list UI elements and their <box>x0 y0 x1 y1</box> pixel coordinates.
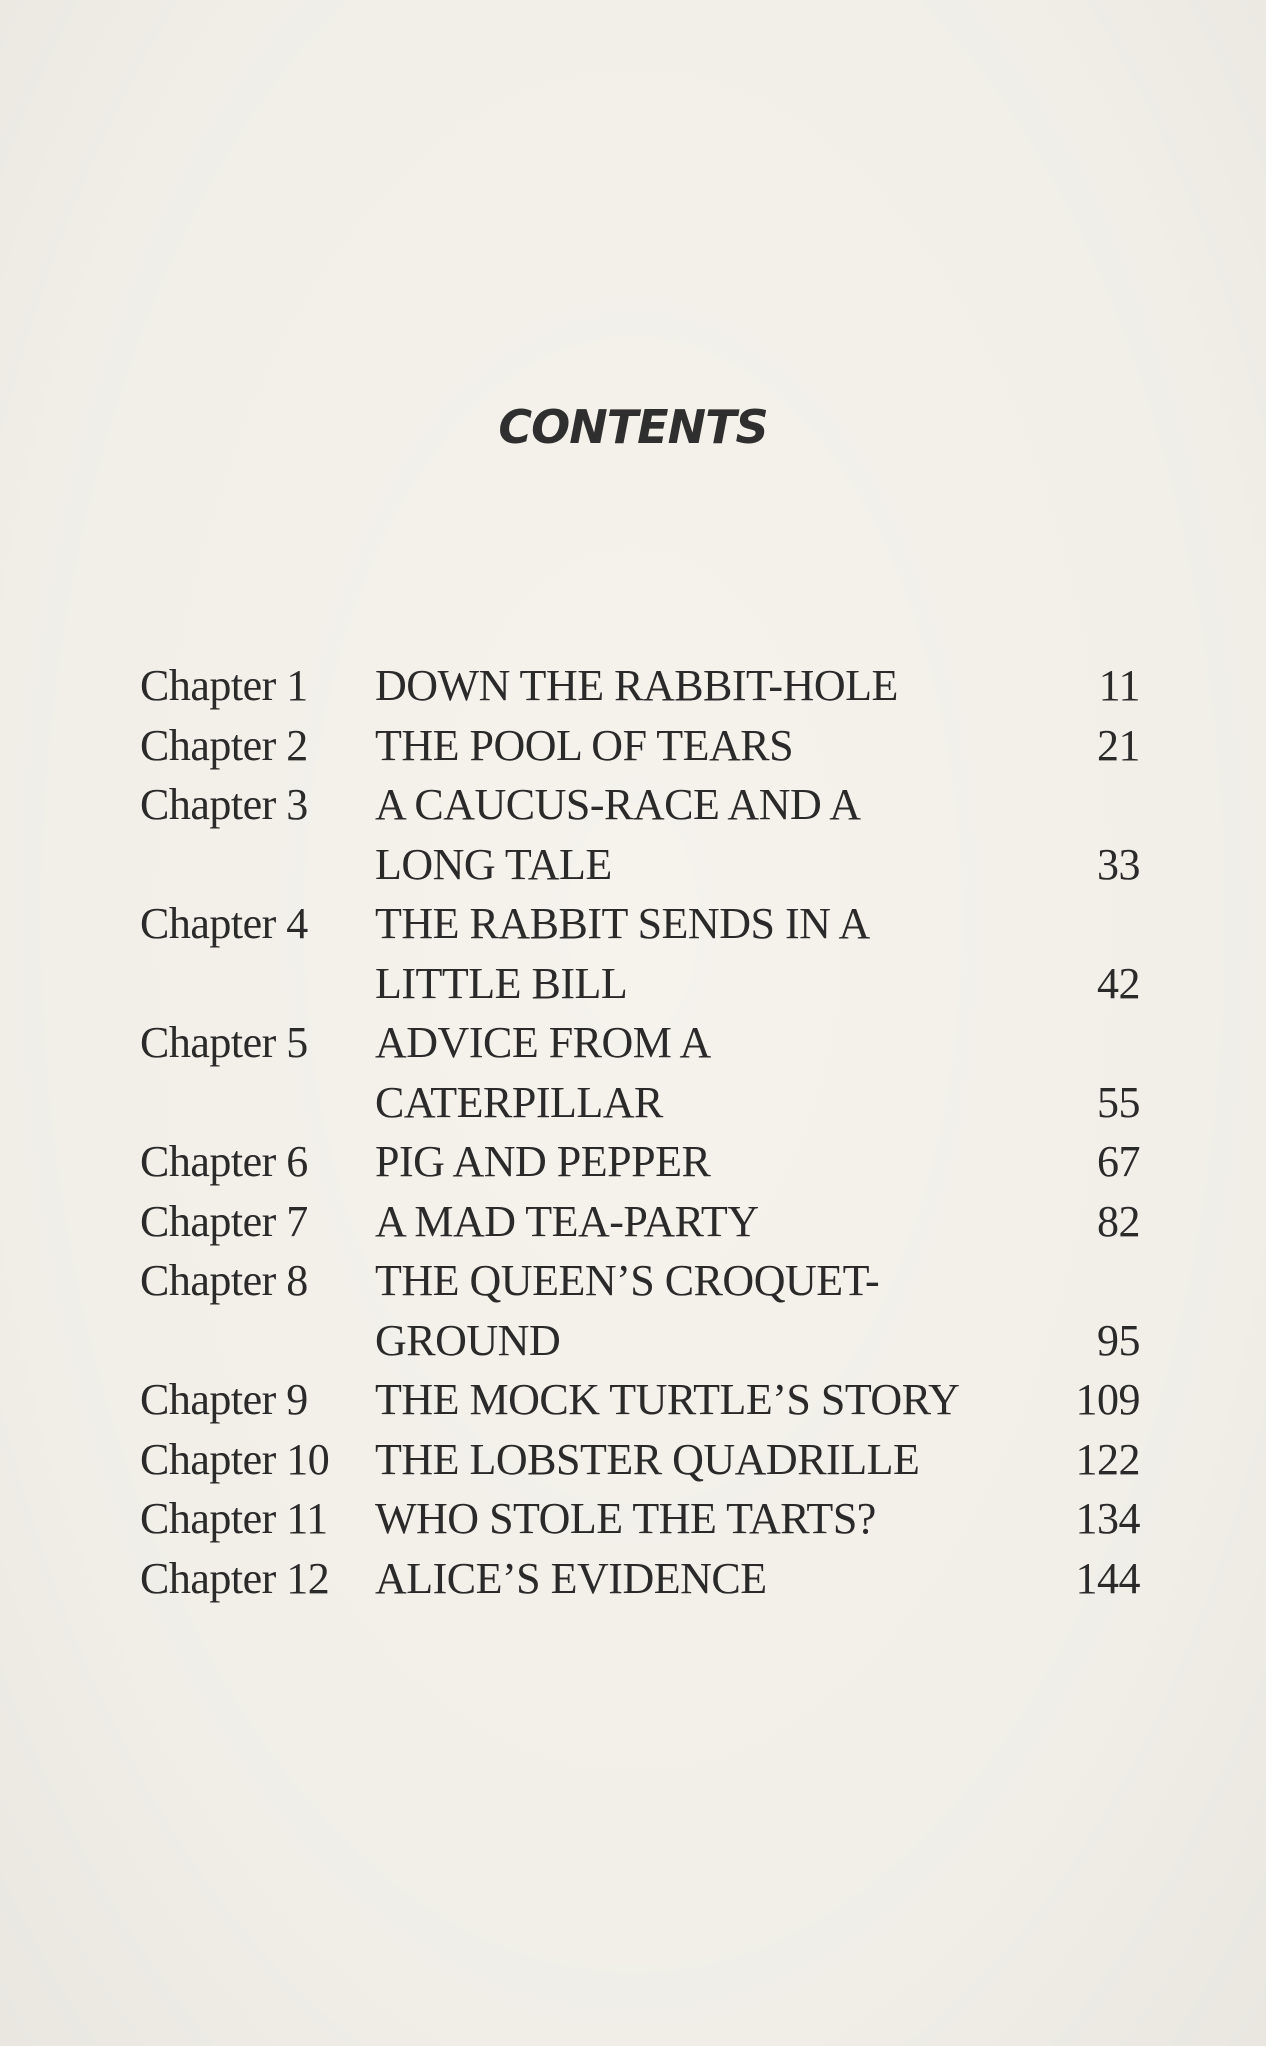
toc-entry <box>140 1251 1140 1370</box>
chapter-title <box>375 1430 1030 1490</box>
page-number: 144 <box>1075 1553 1140 1603</box>
chapter-title-line: LONG TALE <box>375 839 612 889</box>
toc-entry <box>140 775 1140 894</box>
chapter-title <box>375 1251 1030 1370</box>
chapter-title-line: THE QUEEN’S CROQUET- <box>375 1256 880 1305</box>
chapter-title-line: THE MOCK TURTLE’S STORY <box>375 1375 960 1424</box>
chapter-title <box>375 716 1030 776</box>
toc-entry <box>140 1132 1140 1192</box>
chapter-title-line: ADVICE FROM A <box>375 1018 711 1067</box>
chapter-title-line: ALICE’S EVIDENCE <box>375 1553 767 1603</box>
page-number: 82 <box>1097 1196 1140 1246</box>
chapter-title <box>375 775 1030 894</box>
contents-heading: CONTENTS <box>498 400 768 454</box>
toc-entry <box>140 1192 1140 1252</box>
chapter-title-line: CATERPILLAR <box>375 1077 663 1127</box>
toc-entry <box>140 1370 1140 1430</box>
page-number: 67 <box>1097 1137 1140 1186</box>
chapter-title-line: A MAD TEA-PARTY <box>375 1196 759 1246</box>
chapter-label: Chapter 10 <box>140 1434 330 1484</box>
chapter-title-line: WHO STOLE THE TARTS? <box>375 1494 876 1543</box>
chapter-title-line: A CAUCUS-RACE AND A <box>375 780 861 829</box>
chapter-title-line: PIG AND PEPPER <box>375 1137 711 1186</box>
chapter-label: Chapter 2 <box>140 720 308 770</box>
toc-entry <box>140 894 1140 1013</box>
toc-entry <box>140 1489 1140 1549</box>
chapter-label: Chapter 11 <box>140 1494 328 1543</box>
chapter-label: Chapter 6 <box>140 1137 308 1186</box>
chapter-label: Chapter 9 <box>140 1375 308 1424</box>
toc-entry <box>140 1430 1140 1490</box>
chapter-title-line: DOWN THE RABBIT-HOLE <box>375 661 898 710</box>
chapter-title <box>375 1489 1030 1549</box>
chapter-title <box>375 1549 1030 1609</box>
page-number: 122 <box>1075 1434 1140 1484</box>
chapter-label: Chapter 12 <box>140 1553 330 1603</box>
chapter-title-line: THE LOBSTER QUADRILLE <box>375 1434 920 1484</box>
chapter-label: Chapter 8 <box>140 1256 308 1305</box>
chapter-title <box>375 1370 1030 1430</box>
page-number: 95 <box>1097 1315 1140 1365</box>
chapter-label: Chapter 1 <box>140 661 308 710</box>
chapter-title <box>375 894 1030 1013</box>
chapter-title-line: LITTLE BILL <box>375 958 628 1008</box>
chapter-label: Chapter 3 <box>140 780 308 829</box>
chapter-title-line: THE RABBIT SENDS IN A <box>375 899 870 948</box>
chapter-label: Chapter 7 <box>140 1196 308 1246</box>
page-number: 11 <box>1098 661 1140 710</box>
page-number: 55 <box>1097 1077 1140 1127</box>
toc-entry <box>140 656 1140 716</box>
page-number: 42 <box>1097 958 1140 1008</box>
chapter-title-line: GROUND <box>375 1315 561 1365</box>
chapter-label: Chapter 4 <box>140 899 308 948</box>
chapter-label: Chapter 5 <box>140 1018 308 1067</box>
chapter-title <box>375 1192 1030 1252</box>
table-of-contents <box>140 656 1140 1608</box>
toc-entry <box>140 1013 1140 1132</box>
page-number: 109 <box>1075 1375 1140 1424</box>
toc-entry <box>140 1549 1140 1609</box>
page-number: 33 <box>1097 839 1140 889</box>
chapter-title <box>375 656 1030 716</box>
chapter-title <box>375 1013 1030 1132</box>
chapter-title <box>375 1132 1030 1192</box>
chapter-title-line: THE POOL OF TEARS <box>375 720 794 770</box>
toc-entry <box>140 716 1140 776</box>
page-number: 134 <box>1075 1494 1140 1543</box>
page-number: 21 <box>1097 720 1140 770</box>
